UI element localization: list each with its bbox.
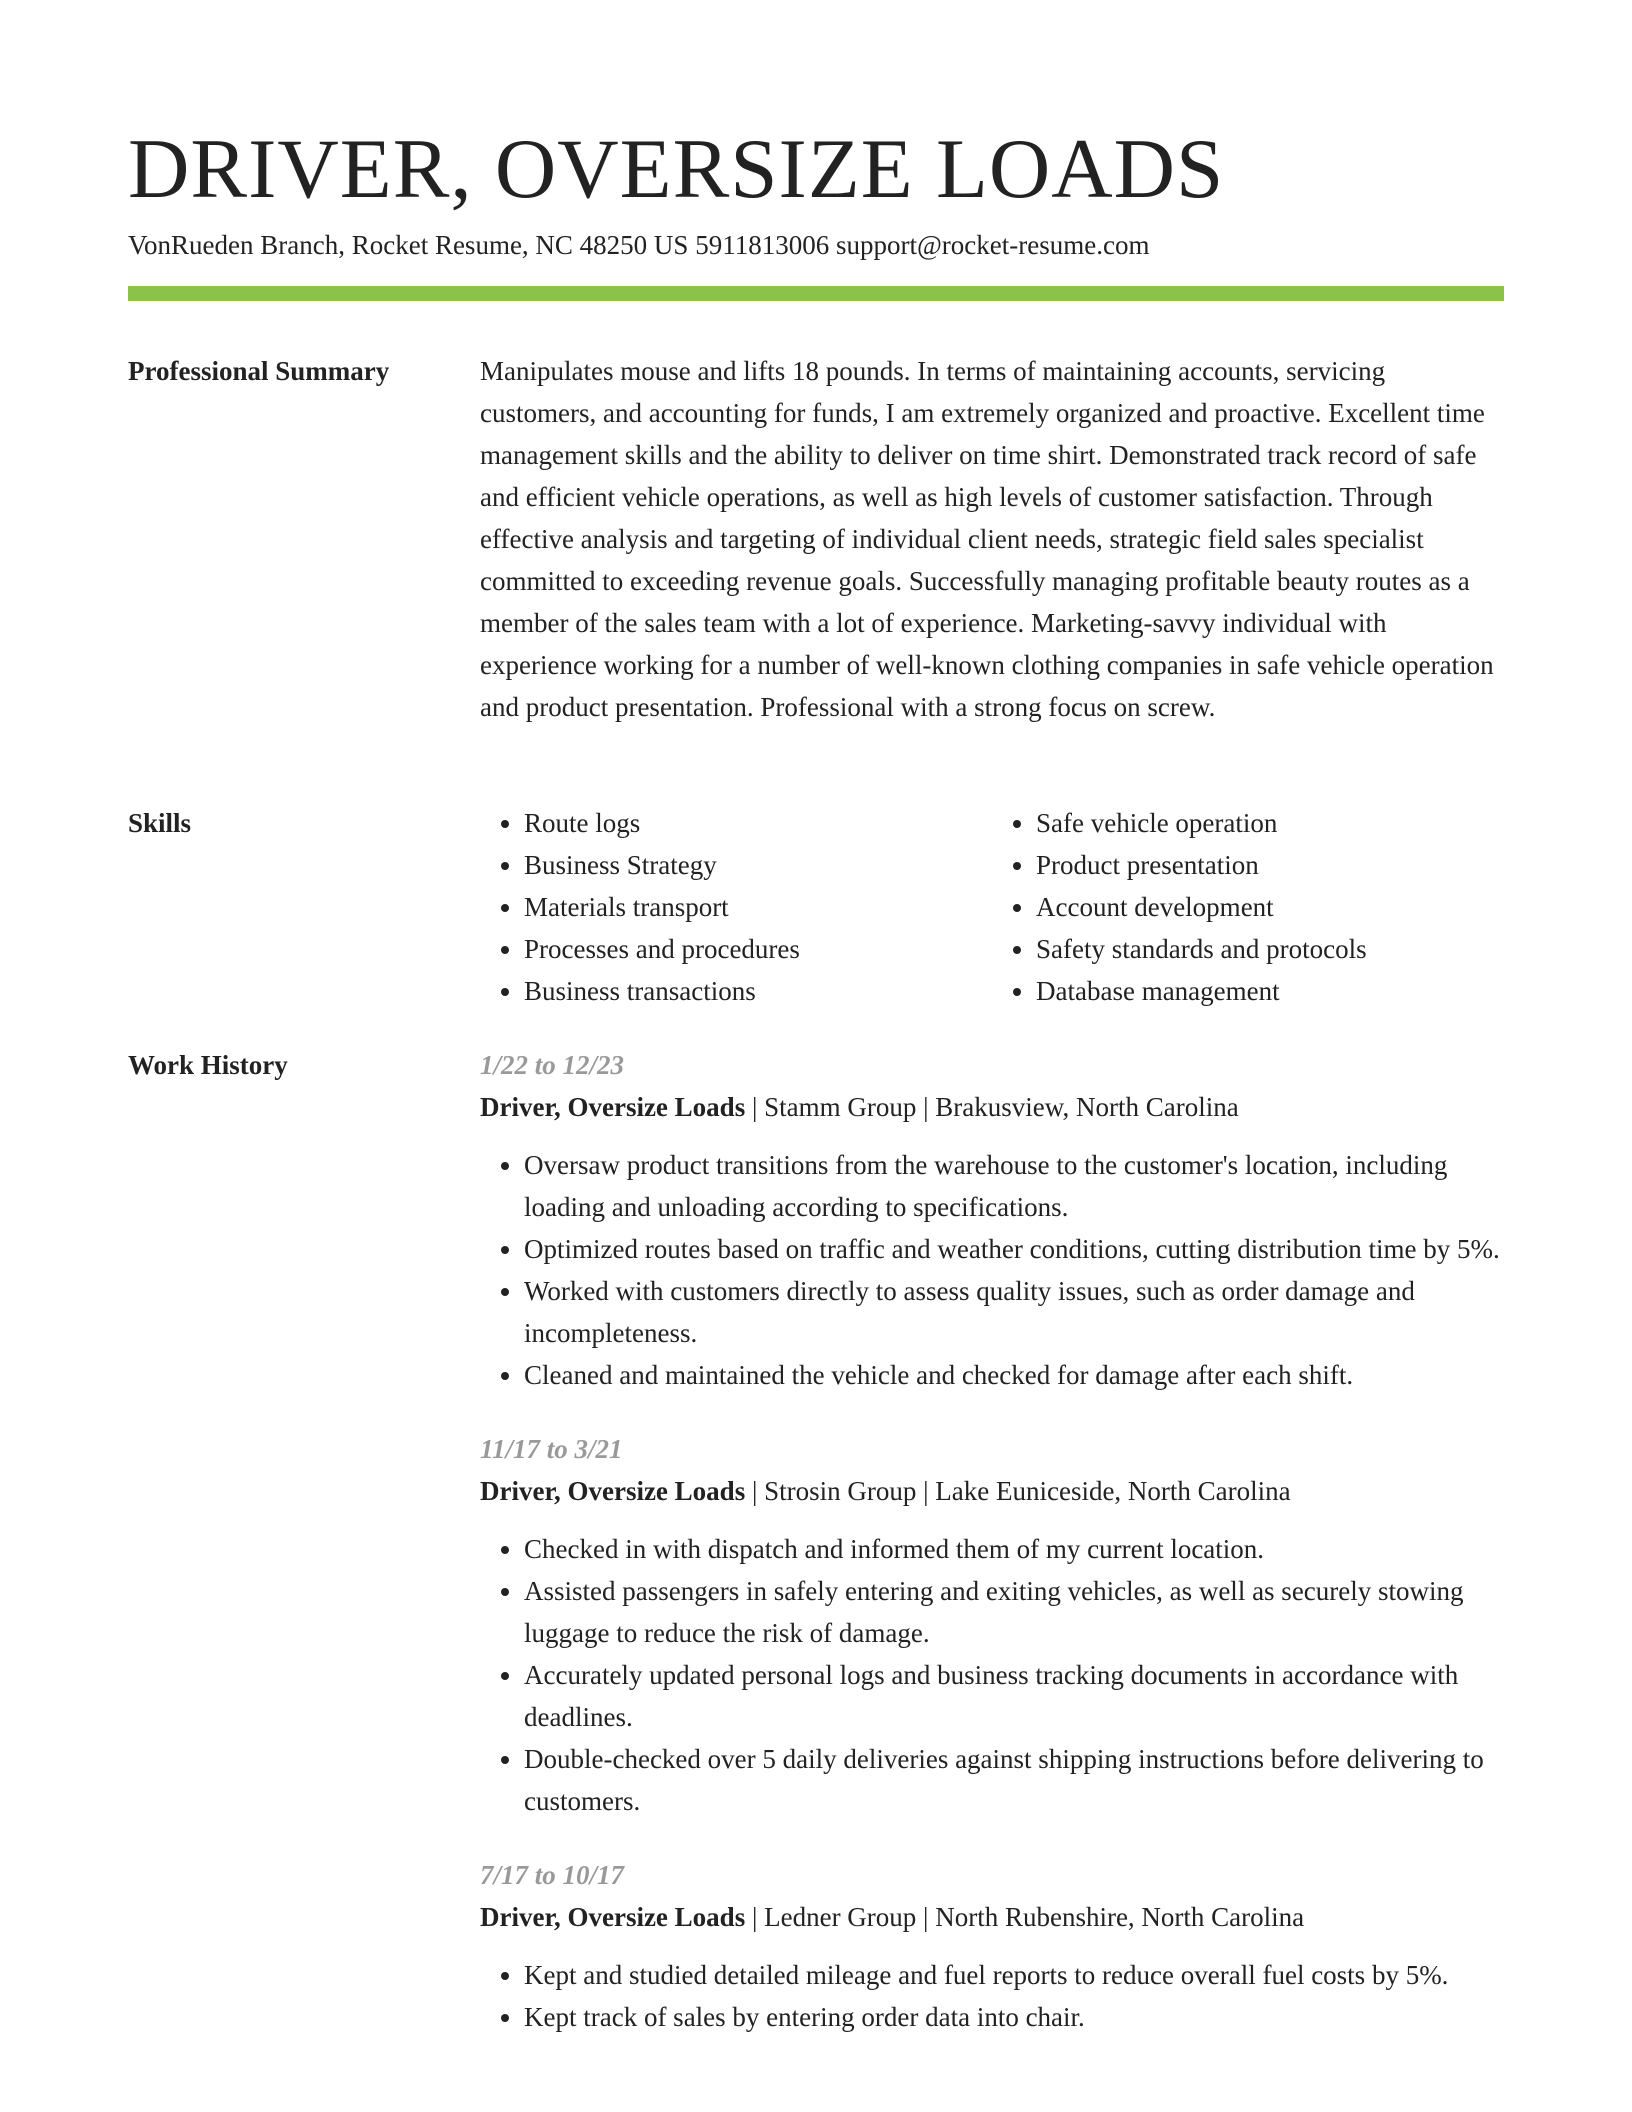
job-bullet: • Worked with customers directly to assess quality issues, such as order damage and incompleteness. xyxy=(524,1270,1504,1354)
skill-item: • Account development xyxy=(1036,886,1504,928)
job-bullets xyxy=(480,1954,1504,2038)
job-bullet: • Checked in with dispatch and informed them of my current location. xyxy=(524,1528,1504,1570)
job-bullet: • Double-checked over 5 daily deliveries against shipping instructions before delivering to customers. xyxy=(524,1738,1504,1822)
job-bullet: • Accurately updated personal logs and business tracking documents in accordance with deadlines. xyxy=(524,1654,1504,1738)
job-details: | Strosin Group | Lake Euniceside, North Carolina xyxy=(745,1476,1291,1506)
job-bullet: • Optimized routes based on traffic and weather conditions, cutting distribution time by 5%. xyxy=(524,1228,1504,1270)
job-dates: 11/17 to 3/21 xyxy=(480,1434,623,1464)
skill-item: • Materials transport xyxy=(524,886,992,928)
job-details: | Ledner Group | North Rubenshire, North Carolina xyxy=(745,1902,1305,1932)
skills-heading: Skills xyxy=(128,808,192,838)
job-header xyxy=(480,1896,1504,1938)
job-entry xyxy=(480,1044,1504,1396)
job-bullet: • Kept track of sales by entering order data into chair. xyxy=(524,1996,1504,2038)
summary-text: Manipulates mouse and lifts 18 pounds. In terms of maintaining accounts, servicing customers, and accounting for funds, I am extremely organized and proactive. Excellent time management skills and the ability to deliver on time shirt. Demonstrated track record of safe and efficient vehicle operations, as well as high levels of customer satisfaction. Through effective analysis and targeting of individual client needs, strategic field sales specialist committed to exceeding revenue goals. Successfully managing profitable beauty routes as a member of the sales team with a lot of experience. Marketing-savvy individual with experience working for a number of well-known clothing companies in safe vehicle operation and product presentation. Professional with a strong focus on screw. xyxy=(480,356,1494,722)
job-title: Driver, Oversize Loads xyxy=(480,1092,746,1122)
skill-item: • Route logs xyxy=(524,802,992,844)
skill-item: • Processes and procedures xyxy=(524,928,992,970)
job-title: Driver, Oversize Loads xyxy=(480,1476,746,1506)
job-dates: 1/22 to 12/23 xyxy=(480,1050,625,1080)
accent-divider xyxy=(128,286,1504,301)
skill-item: • Business Strategy xyxy=(524,844,992,886)
resume-title: DRIVER, OVERSIZE LOADS xyxy=(128,122,1225,216)
skill-item: • Safety standards and protocols xyxy=(1036,928,1504,970)
job-entry xyxy=(480,1854,1504,2038)
job-bullet: • Cleaned and maintained the vehicle and checked for damage after each shift. xyxy=(524,1354,1504,1396)
summary-heading: Professional Summary xyxy=(128,356,390,386)
job-bullets xyxy=(480,1528,1504,1822)
skill-item: • Database management xyxy=(1036,970,1504,1012)
job-bullet: • Oversaw product transitions from the warehouse to the customer's location, including loading and unloading according to specifications. xyxy=(524,1144,1504,1228)
job-bullet: • Assisted passengers in safely entering and exiting vehicles, as well as securely stowing luggage to reduce the risk of damage. xyxy=(524,1570,1504,1654)
skill-item: • Product presentation xyxy=(1036,844,1504,886)
job-bullet: • Kept and studied detailed mileage and fuel reports to reduce overall fuel costs by 5%. xyxy=(524,1954,1504,1996)
job-bullets xyxy=(480,1144,1504,1396)
skill-item: • Safe vehicle operation xyxy=(1036,802,1504,844)
job-header xyxy=(480,1086,1504,1128)
job-dates: 7/17 to 10/17 xyxy=(480,1860,625,1890)
work-history-heading: Work History xyxy=(128,1050,288,1080)
contact-line: VonRueden Branch, Rocket Resume, NC 48250 US 5911813006 support@rocket-resume.com xyxy=(128,230,1150,260)
job-title: Driver, Oversize Loads xyxy=(480,1902,746,1932)
skills-list-left xyxy=(480,802,992,1012)
skills-list-right xyxy=(992,802,1504,1012)
job-details: | Stamm Group | Brakusview, North Carolina xyxy=(745,1092,1239,1122)
job-entry xyxy=(480,1428,1504,1822)
skill-item: • Business transactions xyxy=(524,970,992,1012)
job-header xyxy=(480,1470,1504,1512)
